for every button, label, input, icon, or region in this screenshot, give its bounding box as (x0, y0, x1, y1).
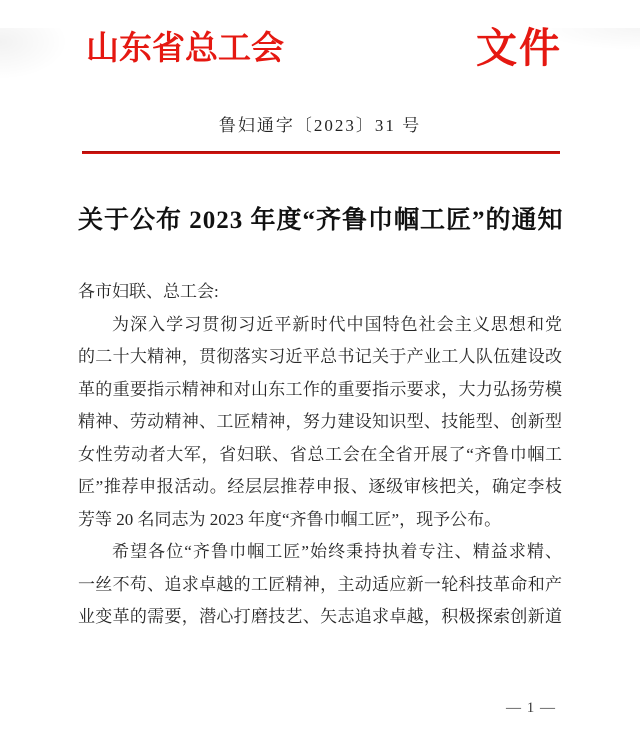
document-page (0, 25, 640, 730)
body-line: 希望各位“齐鲁巾帼工匠”始终秉持执着专注、精益求精、 (112, 542, 562, 561)
org-name-block (86, 29, 436, 69)
org-line-2-text: 山东省总工会 (86, 30, 284, 67)
body-line: 一丝不苟、追求卓越的工匠精神，主动适应新一轮科技革命和产 (78, 574, 562, 594)
org-line-2 (86, 29, 436, 69)
body-line: 业变革的需要，潜心打磨技艺、矢志追求卓越，积极探索创新道 (78, 607, 562, 626)
page-number: — 1 — (506, 700, 556, 716)
letterhead (86, 25, 562, 71)
red-divider-rule (82, 151, 560, 154)
salutation: 各市妇联、总工会: (78, 282, 219, 301)
body-line: 的二十大精神，贯彻落实习近平总书记关于产业工人队伍建设改 (78, 347, 562, 366)
body-line: 革的重要指示精神和对山东工作的重要指示要求，大力弘扬劳模 (78, 379, 562, 399)
doc-type-label: 文件 (476, 25, 562, 71)
document-body (78, 276, 562, 634)
body-line: 芳等 20 名同志为 2023 年度“齐鲁巾帼工匠”，现予公布。 (78, 509, 502, 529)
document-title: 关于公布 2023 年度“齐鲁巾帼工匠”的通知 (78, 207, 564, 234)
reference-number: 鲁妇通字〔2023〕31 号 (218, 116, 422, 135)
body-line: 匠”推荐申报活动。经层层推荐申报、逐级审核把关，确定李枝 (78, 477, 562, 496)
body-line: 女性劳动者大军，省妇联、省总工会在全省开展了“齐鲁巾帼工 (78, 444, 562, 464)
body-line: 为深入学习贯彻习近平新时代中国特色社会主义思想和党 (112, 314, 562, 334)
body-line: 精神、劳动精神、工匠精神，努力建设知识型、技能型、创新型 (78, 412, 562, 431)
